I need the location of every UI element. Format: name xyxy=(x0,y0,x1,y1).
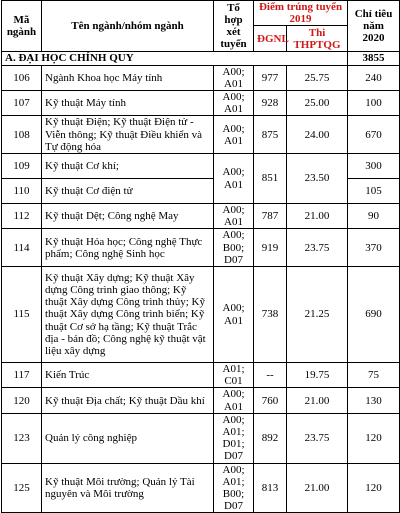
combo-code: A00; xyxy=(222,91,245,104)
combo-code: A01; xyxy=(222,426,245,439)
row-code: 117 xyxy=(2,363,42,388)
row-quota: 100 xyxy=(348,91,400,116)
combo-code: A00; xyxy=(222,463,245,476)
combo-code: A01 xyxy=(224,178,243,191)
combo-code: B00; xyxy=(222,488,245,501)
row-thpt: 23.75 xyxy=(287,229,348,267)
row-quota: 120 xyxy=(348,463,400,513)
row-dgnl: 851 xyxy=(254,154,287,204)
row-combo xyxy=(214,204,254,229)
combo-code: C01 xyxy=(224,375,243,388)
admission-table-page xyxy=(1,0,399,513)
header-quota: Chỉ tiêu năm 2020 xyxy=(348,1,400,52)
row-thpt: 23.75 xyxy=(287,413,348,463)
row-code: 120 xyxy=(2,388,42,413)
row-quota: 75 xyxy=(348,363,400,388)
row-dgnl: 787 xyxy=(254,204,287,229)
table-row xyxy=(2,229,400,267)
row-dgnl: 928 xyxy=(254,91,287,116)
row-thpt: 21.25 xyxy=(287,267,348,363)
combo-code: A00; xyxy=(222,65,245,78)
row-quota: 120 xyxy=(348,413,400,463)
row-name: Kỹ thuật Điện; Kỹ thuật Điện tử - Viễn thông; Kỹ thuật Điều khiển và Tự động hóa xyxy=(42,116,214,154)
row-thpt: 23.50 xyxy=(287,154,348,204)
section-quota: 3855 xyxy=(348,52,400,65)
row-code: 123 xyxy=(2,413,42,463)
row-thpt: 25.00 xyxy=(287,91,348,116)
combo-code: A01; xyxy=(222,475,245,488)
row-quota: 90 xyxy=(348,204,400,229)
table-row xyxy=(2,204,400,229)
row-code: 107 xyxy=(2,91,42,116)
combo-code: A01 xyxy=(224,134,243,147)
row-dgnl: 738 xyxy=(254,267,287,363)
row-name: Kỹ thuật Cơ điện tử xyxy=(42,179,214,204)
row-code: 109 xyxy=(2,154,42,179)
row-quota: 240 xyxy=(348,65,400,90)
table-row xyxy=(2,267,400,363)
row-dgnl: 977 xyxy=(254,65,287,90)
table-row xyxy=(2,388,400,413)
row-name: Kỹ thuật Máy tính xyxy=(42,91,214,116)
row-thpt: 25.75 xyxy=(287,65,348,90)
row-name: Kỹ thuật Địa chất; Kỹ thuật Dầu khí xyxy=(42,388,214,413)
row-code: 115 xyxy=(2,267,42,363)
row-dgnl: 760 xyxy=(254,388,287,413)
row-quota: 370 xyxy=(348,229,400,267)
row-combo xyxy=(214,463,254,513)
header-combo: Tổ hợp xét tuyển xyxy=(214,1,254,52)
row-combo xyxy=(214,363,254,388)
row-name: Kỹ thuật Môi trường; Quản lý Tài nguyên và Môi trường xyxy=(42,463,214,513)
row-combo xyxy=(214,413,254,463)
header-name: Tên ngành/nhóm ngành xyxy=(42,1,214,52)
header-score-group: Điểm trúng tuyển 2019 xyxy=(254,1,348,26)
header-code: Mã ngành xyxy=(2,1,42,52)
row-combo xyxy=(214,91,254,116)
combo-code: A01 xyxy=(224,77,243,90)
header-thpt: Thi THPTQG xyxy=(287,26,348,52)
combo-code: B00; xyxy=(222,241,245,254)
row-dgnl: -- xyxy=(254,363,287,388)
row-code: 108 xyxy=(2,116,42,154)
row-name: Quản lý công nghiệp xyxy=(42,413,214,463)
combo-code: A01 xyxy=(224,314,243,327)
section-label: A. ĐẠI HỌC CHÍNH QUY xyxy=(2,52,348,65)
combo-code: D07 xyxy=(224,253,243,266)
row-name: Kỹ thuật Xây dựng; Kỹ thuật Xây dựng Công trình giao thông; Kỹ thuật Xây dựng Công trình thủy; Kỹ thuật Xây dựng Công trình biển; Kỹ thuật Cơ sở hạ tầng; Kỹ thuật Trắc địa - bản đồ; Công nghệ kỹ thuật vật liệu xây dựng xyxy=(42,267,214,363)
row-name: Kỹ thuật Hóa học; Công nghệ Thực phẩm; Công nghệ Sinh học xyxy=(42,229,214,267)
row-combo xyxy=(214,267,254,363)
row-combo xyxy=(214,388,254,413)
row-combo xyxy=(214,116,254,154)
row-name: Kỹ thuật Cơ khí; xyxy=(42,154,214,179)
table-row xyxy=(2,65,400,90)
row-thpt: 24.00 xyxy=(287,116,348,154)
row-code: 110 xyxy=(2,179,42,204)
table-row xyxy=(2,154,400,179)
row-code: 114 xyxy=(2,229,42,267)
combo-code: A00; xyxy=(222,302,245,315)
admission-score-table xyxy=(1,0,400,513)
row-dgnl: 875 xyxy=(254,116,287,154)
row-thpt: 21.00 xyxy=(287,463,348,513)
section-row xyxy=(2,52,400,65)
combo-code: A00; xyxy=(222,388,245,401)
combo-code: D01; xyxy=(222,438,245,451)
row-quota: 130 xyxy=(348,388,400,413)
combo-code: A01 xyxy=(224,103,243,116)
row-quota: 105 xyxy=(348,179,400,204)
table-row xyxy=(2,91,400,116)
header-dgnl: ĐGNL xyxy=(254,26,287,52)
table-row xyxy=(2,463,400,513)
row-code: 106 xyxy=(2,65,42,90)
row-code: 125 xyxy=(2,463,42,513)
row-name: Kiến Trúc xyxy=(42,363,214,388)
row-name: Ngành Khoa học Máy tính xyxy=(42,65,214,90)
row-thpt: 19.75 xyxy=(287,363,348,388)
row-code: 112 xyxy=(2,204,42,229)
combo-code: A00; xyxy=(222,229,245,242)
row-thpt: 21.00 xyxy=(287,204,348,229)
table-row xyxy=(2,116,400,154)
combo-code: A00; xyxy=(222,204,245,217)
table-row xyxy=(2,413,400,463)
combo-code: D07 xyxy=(224,500,243,513)
combo-code: A01 xyxy=(224,216,243,229)
combo-code: A00; xyxy=(222,122,245,135)
row-dgnl: 813 xyxy=(254,463,287,513)
combo-code: A00; xyxy=(222,413,245,426)
combo-code: D07 xyxy=(224,450,243,463)
row-quota: 670 xyxy=(348,116,400,154)
combo-code: A01 xyxy=(224,400,243,413)
row-quota: 300 xyxy=(348,154,400,179)
row-combo xyxy=(214,229,254,267)
row-combo xyxy=(214,65,254,90)
row-name: Kỹ thuật Dệt; Công nghệ May xyxy=(42,204,214,229)
row-quota: 690 xyxy=(348,267,400,363)
table-row xyxy=(2,363,400,388)
combo-code: A01; xyxy=(222,363,245,376)
row-dgnl: 919 xyxy=(254,229,287,267)
row-combo xyxy=(214,154,254,204)
row-dgnl: 892 xyxy=(254,413,287,463)
combo-code: A00; xyxy=(222,166,245,179)
row-thpt: 21.00 xyxy=(287,388,348,413)
